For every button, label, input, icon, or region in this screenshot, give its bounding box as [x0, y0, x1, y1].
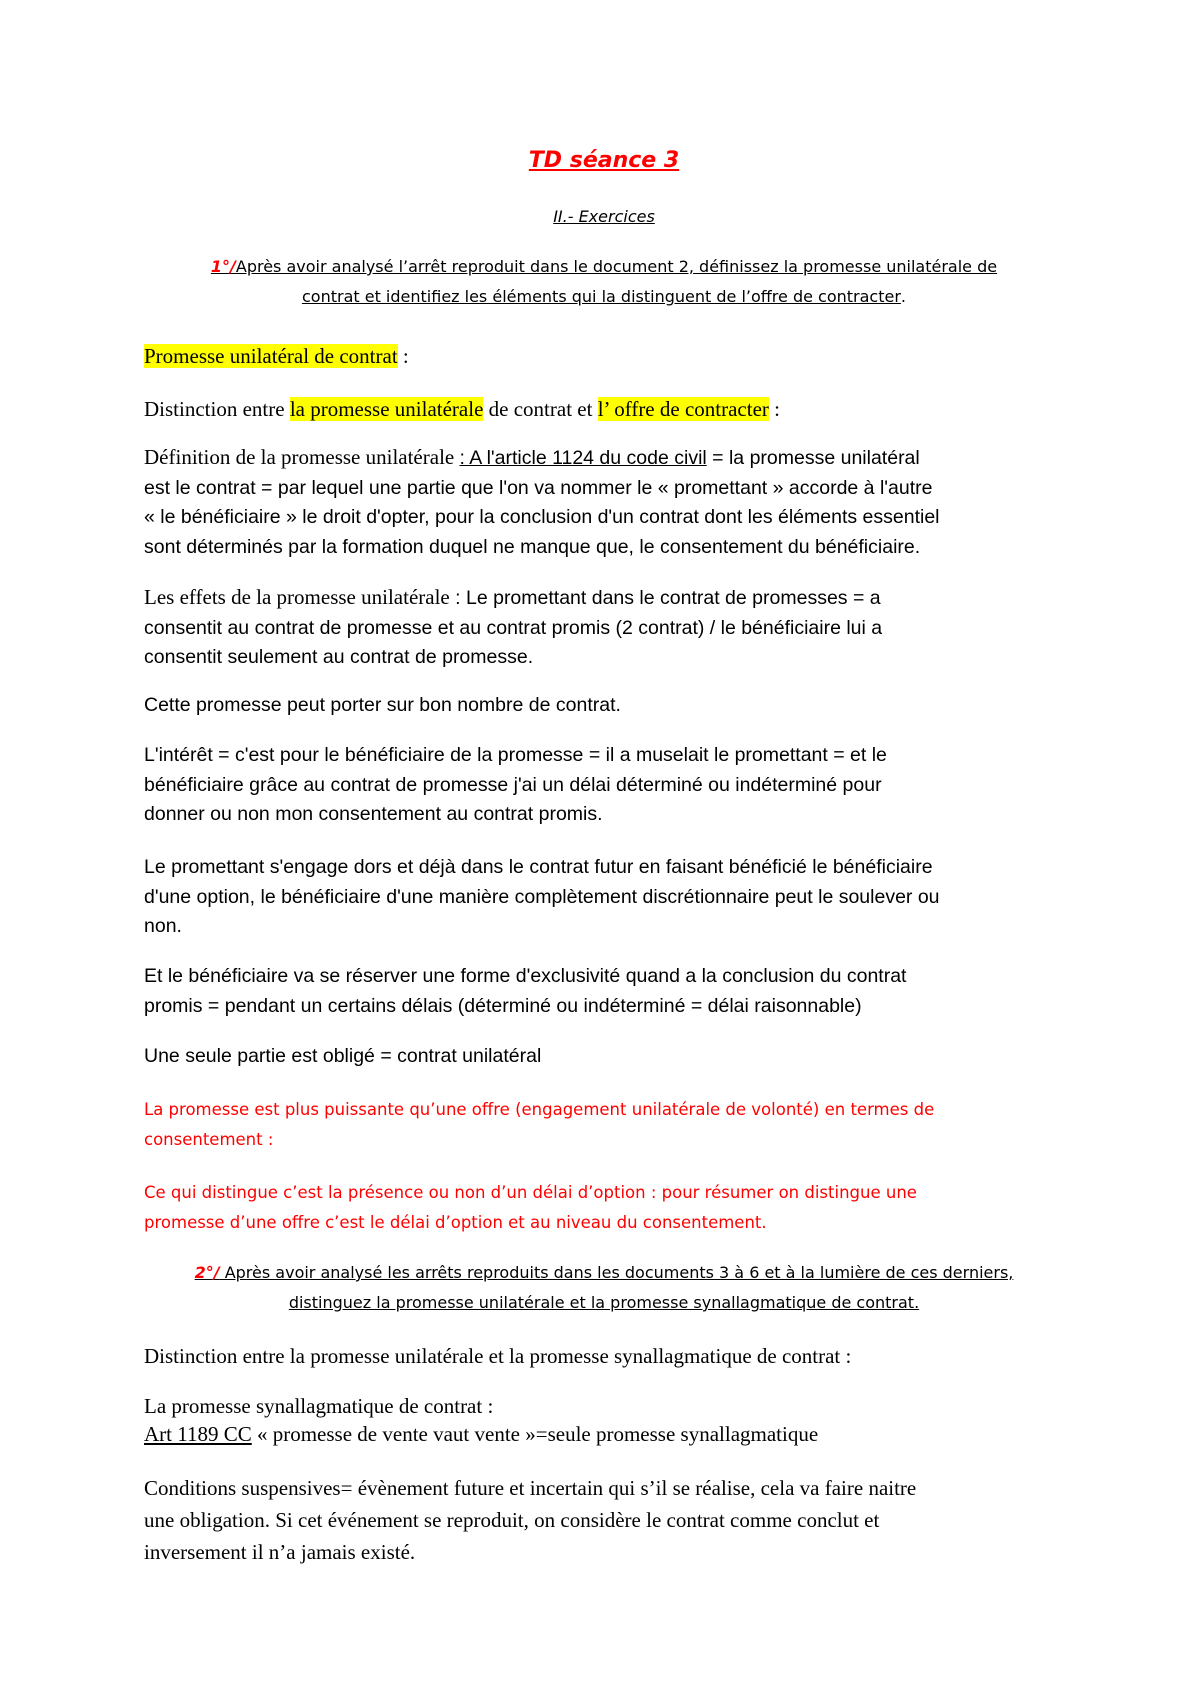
paragraph-distinction-2: Distinction entre la promesse unilatérale et la promesse synallagmatique de contrat : — [144, 1344, 852, 1368]
paragraph-distinction: Distinction entre la promesse unilatérale de contrat et l’ offre de contracter : — [144, 397, 780, 421]
highlighted-text: l’ offre de contracter — [597, 397, 769, 421]
paragraph-seule-partie: Une seule partie est obligé = contrat unilatéral — [144, 1045, 542, 1067]
question-2-number: 2°/ — [194, 1263, 220, 1282]
page-title: TD séance 3 — [528, 148, 680, 173]
question-2-line-2: distinguez la promesse unilatérale et la promesse synallagmatique de contrat. — [288, 1293, 920, 1312]
paragraph-interet: L'intérêt = c'est pour le bénéficiaire de la promesse = il a muselait le promettant = et le bénéficiaire grâce au contrat de promesse j'ai un délai déterminé ou indéterminé pour donner ou non mon consentement au contrat promis. — [144, 744, 887, 825]
paragraph-promesse: Promesse unilatéral de contrat : — [144, 344, 409, 368]
emphasis-paragraph-2: Ce qui distingue c’est la présence ou non d’un délai d’option : pour résumer on distingue une promesse d’une offre c’est le délai d’option et au niveau du consentement. — [144, 1183, 917, 1232]
paragraph-cette-promesse: Cette promesse peut porter sur bon nombre de contrat. — [144, 694, 621, 716]
paragraph-synallagmatique: La promesse synallagmatique de contrat : Art 1189 CC « promesse de vente vaut vente »=seule promesse synallagmatique — [144, 1394, 819, 1446]
highlighted-text: Promesse unilatéral de contrat — [144, 344, 398, 368]
question-1-line-2: contrat et identifiez les éléments qui la distinguent de l’offre de contracter. — [301, 287, 906, 306]
emphasis-paragraph-1: La promesse est plus puissante qu’une offre (engagement unilatérale de volonté) en termes de consentement : — [144, 1100, 935, 1149]
question-1 — [144, 252, 1064, 312]
paragraph-promettant: Le promettant s'engage dors et déjà dans le contrat futur en faisant bénéficié le bénéficiaire d'une option, le bénéficiaire d'une manière complètement discrétionnaire peut le soulever ou non. — [144, 856, 940, 937]
question-2 — [144, 1258, 1064, 1318]
legal-reference: Art 1189 CC — [144, 1422, 252, 1446]
paragraph-effets: Les effets de la promesse unilatérale : Le promettant dans le contrat de promesses = a consentit au contrat de promesse et au contrat promis (2 contrat) / le bénéficiaire lui a consentit seulement au contrat de promesse. — [144, 585, 883, 668]
paragraph-exclusivite: Et le bénéficiaire va se réserver une forme d'exclusivité quand a la conclusion du contrat promis = pendant un certains délais (déterminé ou indéterminé = délai raisonnable) — [144, 965, 907, 1017]
section-subtitle: II.- Exercices — [553, 207, 655, 226]
paragraph-definition: Définition de la promesse unilatérale : A l'article 1124 du code civil = la promesse unilatéral est le contrat = par lequel une partie que l'on va nommer le « promettant » accorde à l'autre « le bénéficiaire » le droit d'opter, pour la conclusion d'un contrat dont les éléments essentiel sont déterminés par la formation duquel ne manque que, le consentement du bénéficiaire. — [144, 445, 940, 558]
question-1-line-1: 1°/Après avoir analysé l’arrêt reproduit dans le document 2, définissez la promesse unilatérale de — [210, 257, 998, 276]
paragraph-conditions: Conditions suspensives= évènement future et incertain qui s’il se réalise, cela va faire naitre une obligation. Si cet événement se reproduit, on considère le contrat comme conclut et inversement il n’a jamais existé. — [144, 1476, 917, 1564]
question-1-number: 1°/ — [210, 257, 236, 276]
legal-reference: : A l'article 1124 du code civil — [459, 447, 707, 469]
highlighted-text: la promesse unilatérale — [289, 397, 484, 421]
question-2-line-1: 2°/ Après avoir analysé les arrêts reproduits dans les documents 3 à 6 et à la lumière de ces derniers, — [194, 1263, 1014, 1282]
